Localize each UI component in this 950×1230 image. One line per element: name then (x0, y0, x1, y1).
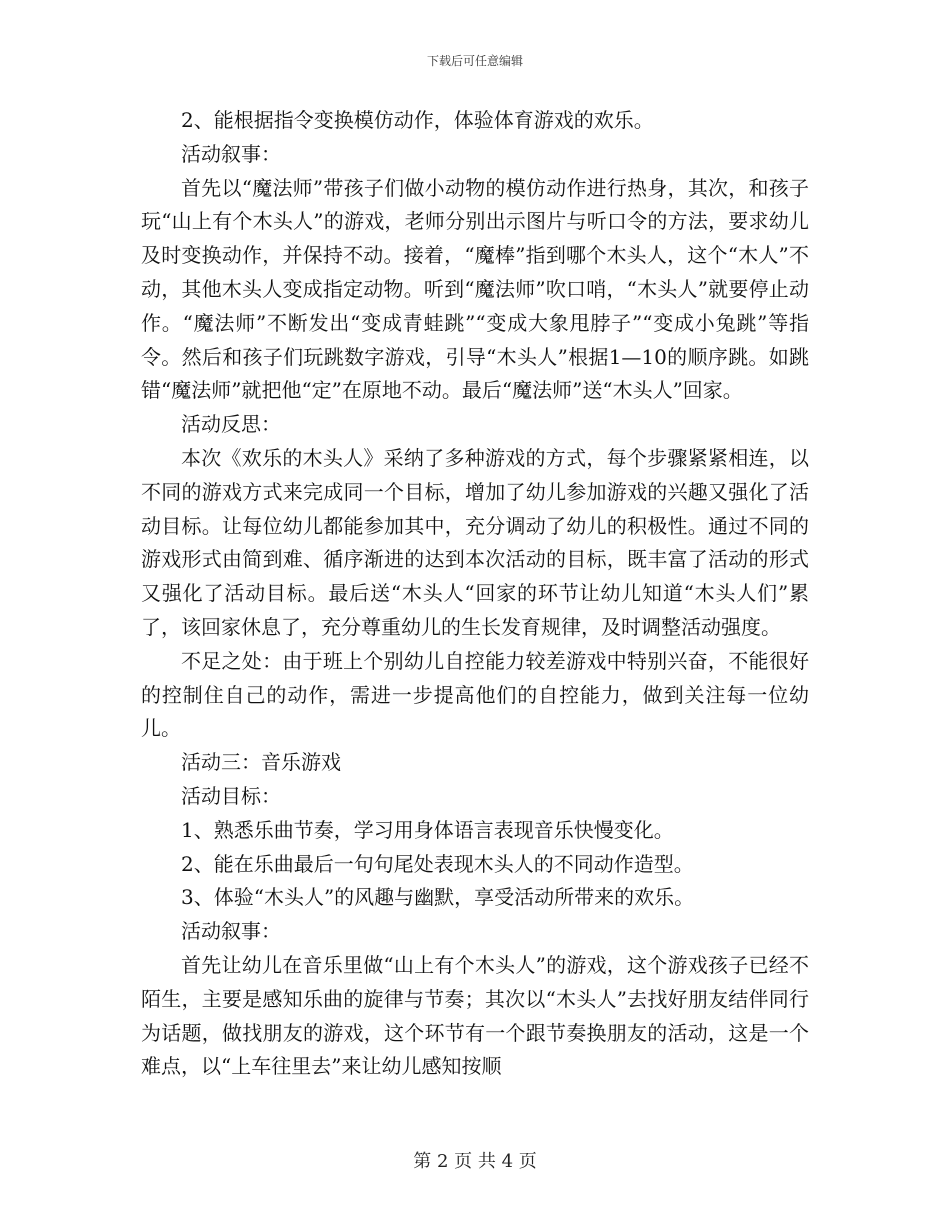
section-heading-reflection: 活动反思： (181, 412, 281, 437)
section-heading-goals: 活动目标： (181, 783, 281, 808)
goal-item-2b: 2、能在乐曲最后一句句尾处表现木头人的不同动作造型。 (181, 851, 694, 876)
page-number: 第 2 页 共 4 页 (413, 1151, 537, 1172)
narrative-paragraph-2: 首先让幼儿在音乐里做“山上有个木头人”的游戏，这个游戏孩子已经不陌生，主要是感知乐曲的旋律与节奏；其次以“木头人”去找好朋友结伴同行为话题，做找朋友的游戏，这个环节有一个跟节奏换朋友的活动，这是一个难点，以“上车往里去”来让幼儿感知按顺 (141, 952, 809, 1079)
page-header: 下载后可任意编辑 (426, 54, 523, 68)
goal-item-2: 2、能根据指令变换模仿动作，体验体育游戏的欢乐。 (181, 108, 654, 132)
document-body (141, 104, 809, 1084)
narrative-paragraph: 首先以“魔法师”带孩子们做小动物的模仿动作进行热身，其次，和孩子玩“山上有个木头人”的游戏，老师分别出示图片与听口令的方法，要求幼儿及时变换动作，并保持不动。接着，“魔棒”指到哪个木头人，这个“木人”不动，其他木头人变成指定动物。听到“魔法师”吹口哨，“木头人”就要停止动作。“魔法师”不断发出“变成青蛙跳”“变成大象甩脖子”“变成小兔跳”等指令。然后和孩子们玩跳数字游戏，引导“木头人”根据1—10的顺序跳。如跳错“魔法师”就把他“定”在原地不动。最后“魔法师”送“木头人”回家。 (141, 175, 809, 403)
goal-item-1: 1、熟悉乐曲节奏，学习用身体语言表现音乐快慢变化。 (181, 817, 674, 842)
goal-item-3: 3、体验“木头人”的风趣与幽默，享受活动所带来的欢乐。 (181, 885, 695, 910)
section-heading-narrative-2: 活动叙事： (181, 919, 281, 944)
reflection-paragraph: 本次《欢乐的木头人》采纳了多种游戏的方式，每个步骤紧紧相连，以不同的游戏方式来完成同一个目标，增加了幼儿参加游戏的兴趣又强化了活动目标。让每位幼儿都能参加其中，充分调动了幼儿的积极性。通过不同的游戏形式由简到难、循序渐进的达到本次活动的目标，既丰富了活动的形式又强化了活动目标。最后送“木头人“回家的环节让幼儿知道“木头人们”累了，该回家休息了，充分尊重幼儿的生长发育规律，及时调整活动强度。 (141, 445, 809, 639)
section-heading-narrative: 活动叙事： (181, 141, 281, 166)
shortcomings-paragraph: 不足之处：由于班上个别幼儿自控能力较差游戏中特别兴奋，不能很好的控制住自己的动作，需进一步提高他们的自控能力，做到关注每一位幼儿。 (141, 648, 809, 741)
activity-three-title: 活动三：音乐游戏 (181, 750, 341, 775)
